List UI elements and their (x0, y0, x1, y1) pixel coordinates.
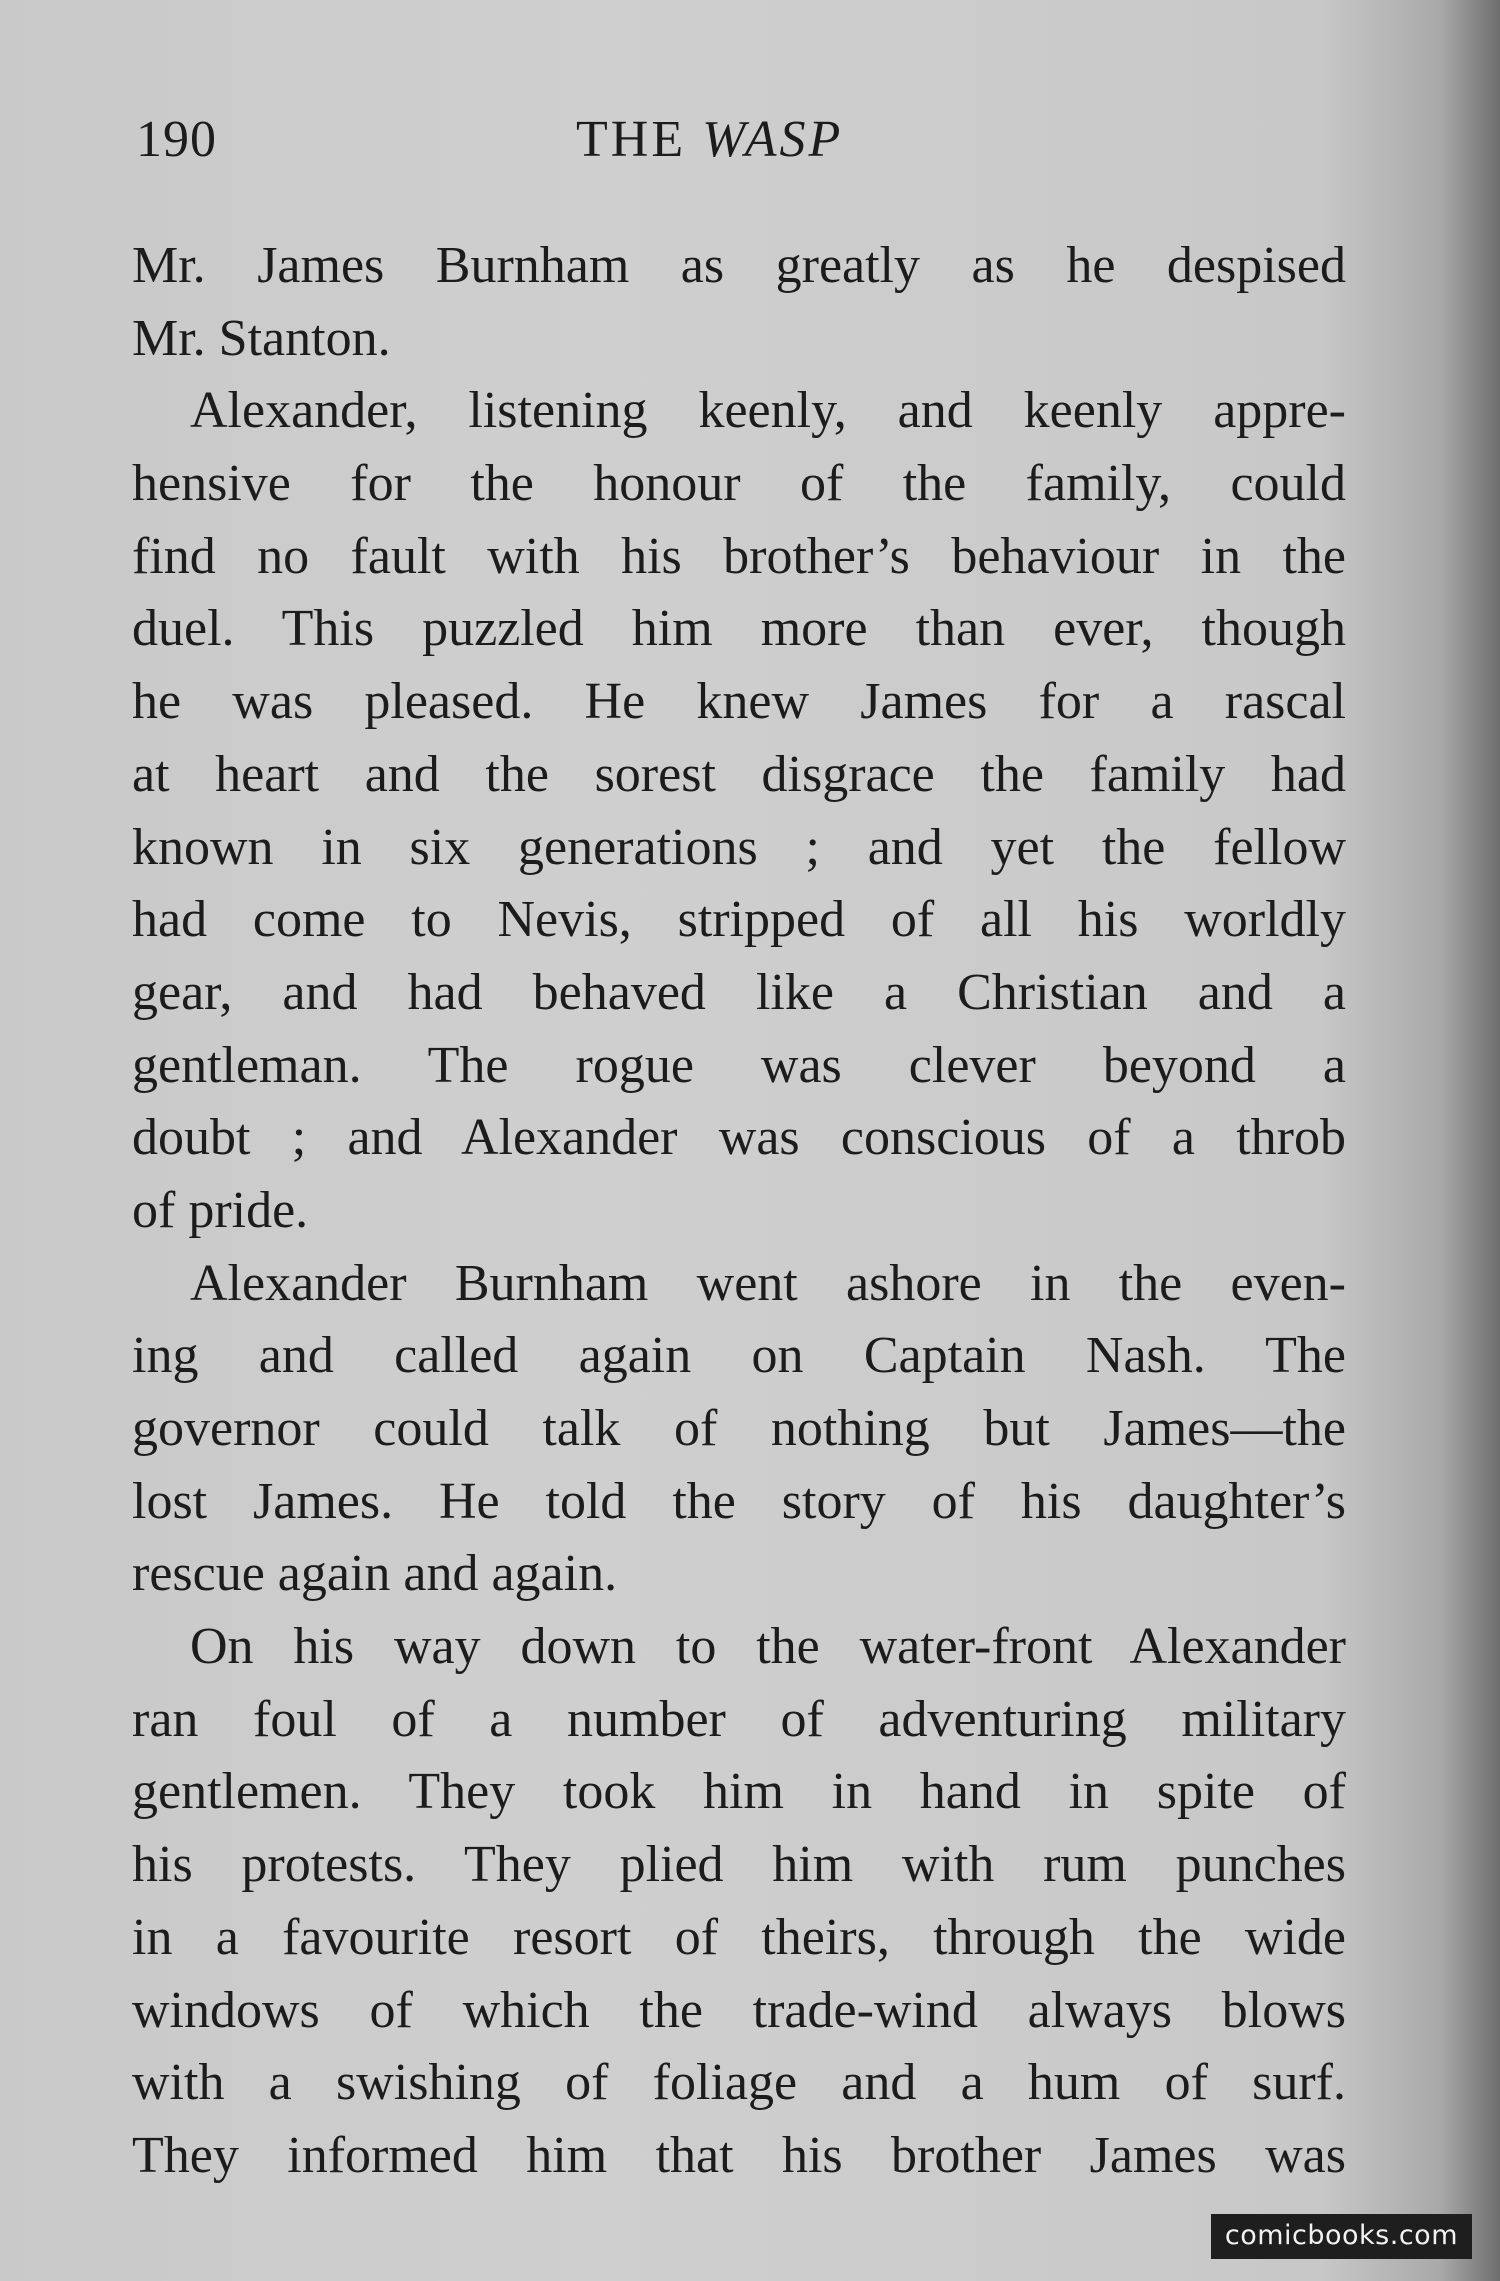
text-line: at heart and the sorest disgrace the family had (132, 745, 1346, 803)
running-header (136, 110, 1360, 180)
text-line: windows of which the trade-wind always blows (132, 1981, 1346, 2039)
page-number: 190 (136, 111, 217, 168)
text-line: They informed him that his brother James was (132, 2126, 1346, 2184)
text-line: known in six generations ; and yet the fellow (132, 818, 1346, 876)
text-line: find no fault with his brother’s behaviour in the (132, 527, 1346, 585)
text-line: rescue again and again. (132, 1545, 618, 1603)
body-text (132, 230, 1346, 2193)
watermark: comicbooks.com (1211, 2214, 1472, 2259)
text-line: of pride. (132, 1181, 309, 1239)
running-title-plain: THE (576, 111, 703, 168)
text-line: gentlemen. They took him in hand in spite of (132, 1763, 1346, 1821)
text-line: Mr. Stanton. (132, 309, 391, 367)
text-line: Alexander, listening keenly, and keenly appre- (190, 382, 1346, 440)
text-line: in a favourite resort of theirs, through the wide (132, 1908, 1346, 1966)
text-line: duel. This puzzled him more than ever, though (132, 600, 1346, 658)
text-line: gear, and had behaved like a Christian and a (132, 963, 1346, 1021)
running-title-italic: WASP (702, 111, 844, 168)
text-line: Mr. James Burnham as greatly as he despised (132, 237, 1346, 294)
text-line: doubt ; and Alexander was conscious of a throb (132, 1109, 1346, 1167)
text-line: lost James. He told the story of his daughter’s (132, 1472, 1346, 1530)
text-line: he was pleased. He knew James for a rascal (132, 673, 1346, 731)
text-line: Alexander Burnham went ashore in the even- (190, 1254, 1346, 1312)
text-line: On his way down to the water-front Alexander (190, 1618, 1346, 1676)
text-line: hensive for the honour of the family, could (132, 455, 1346, 513)
text-line: ran foul of a number of adventuring military (132, 1690, 1346, 1748)
text-line: ing and called again on Captain Nash. The (132, 1327, 1346, 1385)
text-line: gentleman. The rogue was clever beyond a (132, 1036, 1346, 1094)
text-line: governor could talk of nothing but James—the (132, 1400, 1346, 1457)
text-line: his protests. They plied him with rum punches (132, 1836, 1346, 1894)
text-line: had come to Nevis, stripped of all his worldly (132, 891, 1346, 949)
text-line: with a swishing of foliage and a hum of surf. (132, 2054, 1346, 2112)
running-title (576, 110, 843, 169)
